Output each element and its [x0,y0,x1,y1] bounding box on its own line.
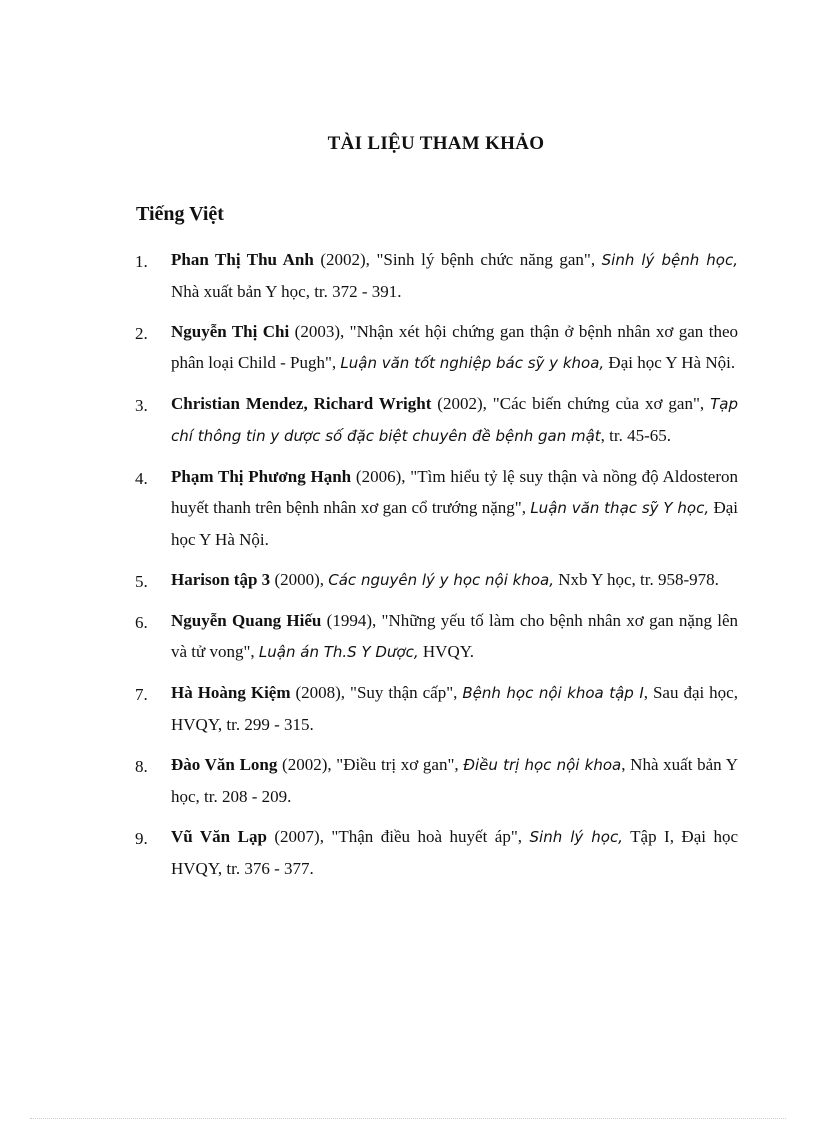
page-title: TÀI LIỆU THAM KHẢO [327,133,545,154]
reference-text [171,316,738,379]
reference-number: 6. [135,613,148,632]
reference-details: (2003), "Nhận xét hội chứng gan thận ở bệnh nhân xơ gan theo phân loại Child - Pugh", [171,322,738,372]
reference-number: 8. [135,757,148,776]
reference-author: Hà Hoàng Kiệm [171,683,291,702]
section-heading: Tiếng Việt [136,203,224,225]
reference-text [171,244,738,307]
reference-details: (2000), [270,570,329,589]
reference-author: Phạm Thị Phương Hạnh [171,467,352,486]
reference-item [0,316,816,379]
reference-number: 7. [135,685,148,704]
reference-item [0,388,816,452]
reference-item [0,821,816,884]
reference-details: (2002), "Điều trị xơ gan", [277,755,464,774]
reference-details: (2008), "Suy thận cấp", [290,683,463,702]
reference-publisher: HVQY. [418,642,475,661]
reference-author: Nguyễn Thị Chi [171,322,290,341]
reference-source: Tạp chí thông tin y dược số đặc biệt chuyên đề bệnh gan mật [171,395,738,445]
reference-text [171,605,738,668]
reference-publisher: Đại học Y Hà Nội. [604,353,736,372]
reference-number: 3. [135,396,148,415]
reference-item [0,244,816,307]
reference-number: 2. [135,324,148,343]
reference-publisher: , tr. 45-65. [600,426,672,445]
reference-number: 1. [135,252,148,271]
reference-author: Nguyễn Quang Hiếu [171,611,322,630]
reference-publisher: Nhà xuất bản Y học, tr. 372 - 391. [171,282,402,301]
reference-publisher: Tập I, Đại học HVQY, tr. 376 - 377. [171,827,739,878]
reference-text [171,821,738,884]
reference-item [0,564,816,596]
reference-source: Điều trị học nội khoa [463,756,622,774]
reference-details: (2007), "Thận điều hoà huyết áp", [266,827,530,846]
reference-author: Phan Thị Thu Anh [171,250,314,269]
reference-author: Đào Văn Long [171,755,278,774]
reference-author: Vũ Văn Lạp [171,827,267,846]
reference-text [171,677,738,740]
reference-text [171,564,738,596]
reference-source: Sinh lý học, [529,828,623,846]
reference-publisher: , Nhà xuất bản Y học, tr. 208 - 209. [171,755,738,806]
reference-source: Luận văn thạc sỹ Y học, [530,499,710,517]
reference-author: Harison tập 3 [171,570,271,589]
reference-details: (2002), "Sinh lý bệnh chức năng gan", [313,250,602,269]
reference-publisher: Đại học Y Hà Nội. [171,498,739,549]
reference-text [171,461,738,555]
reference-publisher: Nxb Y học, tr. 958-978. [553,570,719,589]
reference-publisher: , Sau đại học, HVQY, tr. 299 - 315. [171,683,738,734]
reference-text [171,388,738,452]
reference-source: Các nguyên lý y học nội khoa, [328,571,554,589]
reference-details: (1994), "Những yếu tố làm cho bệnh nhân xơ gan nặng lên và tử vong", [171,611,738,661]
reference-details: (2002), "Các biến chứng của xơ gan", [431,394,711,413]
reference-source: Luận văn tốt nghiệp bác sỹ y khoa, [340,354,605,372]
reference-item [0,461,816,555]
reference-number: 5. [135,572,148,591]
reference-list [0,244,816,893]
reference-number: 4. [135,469,148,488]
reference-author: Christian Mendez, Richard Wright [171,394,432,413]
reference-item [0,677,816,740]
reference-source: Sinh lý bệnh học, [601,251,738,269]
reference-source: Bệnh học nội khoa tập I [462,684,644,702]
reference-number: 9. [135,829,148,848]
reference-item [0,605,816,668]
reference-item [0,749,816,812]
reference-details: (2006), "Tìm hiểu tỷ lệ suy thận và nồng độ Aldosteron huyết thanh trên bệnh nhân xơ gan cổ trướng nặng", [171,467,739,517]
reference-text [171,749,738,812]
page-bottom-divider [30,1118,786,1119]
reference-source: Luận án Th.S Y Dược, [258,643,419,661]
